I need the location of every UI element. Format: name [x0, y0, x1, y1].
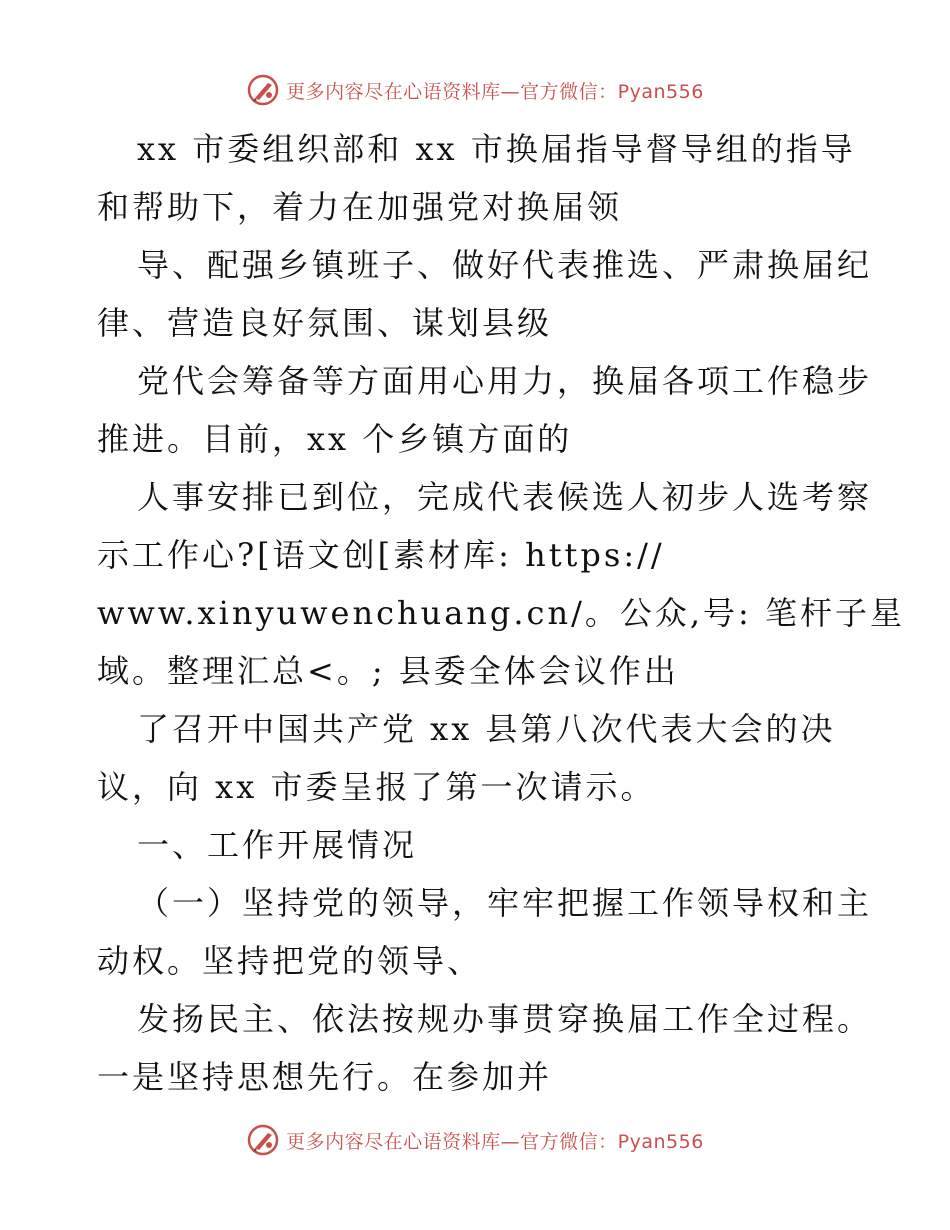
body-line: 议，向 xx 市委呈报了第一次请示。: [97, 768, 656, 806]
body-line: 一是坚持思想先行。在参加并: [97, 1058, 553, 1096]
body-line: xx 市委组织部和 xx 市换届指导督导组的指导: [137, 130, 856, 168]
header-watermark: [0, 70, 950, 110]
pen-feather-logo-icon: [246, 73, 280, 107]
body-line: 了召开中国共产党 xx 县第八次代表大会的决: [137, 710, 836, 748]
pen-feather-logo-icon: [246, 1123, 280, 1157]
body-line: 动权。坚持把党的领导、: [97, 942, 483, 980]
body-line: 律、营造良好氛围、谋划县级: [97, 304, 553, 342]
body-line: 导、配强乡镇班子、做好代表推选、严肃换届纪: [137, 246, 873, 284]
body-line: 推进。目前，xx 个乡镇方面的: [97, 420, 573, 458]
header-watermark-text: 更多内容尽在心语资料库—官方微信：Pyan556: [286, 80, 704, 103]
section-heading: 一、工作开展情况: [137, 826, 418, 864]
document-body: [97, 120, 905, 1106]
footer-watermark-text: 更多内容尽在心语资料库—官方微信：Pyan556: [286, 1130, 704, 1153]
footer-watermark: [0, 1120, 950, 1160]
body-line: 发扬民主、依法按规办事贯穿换届工作全过程。: [137, 1000, 873, 1038]
body-line: www.xinyuwenchuang.cn/。公众,号: 笔杆子星: [97, 594, 905, 632]
body-line: 和帮助下，着力在加强党对换届领: [97, 188, 623, 226]
subsection-heading: （一）坚持党的领导，牢牢把握工作领导权和主: [137, 884, 873, 922]
body-line: 域。整理汇总<。; 县委全体会议作出: [97, 652, 679, 690]
body-line: 示工作心?[语文创[素材库: https://: [97, 536, 665, 574]
body-line: 党代会筹备等方面用心用力，换届各项工作稳步: [137, 362, 873, 400]
body-line: 人事安排已到位，完成代表候选人初步人选考察: [137, 478, 873, 516]
